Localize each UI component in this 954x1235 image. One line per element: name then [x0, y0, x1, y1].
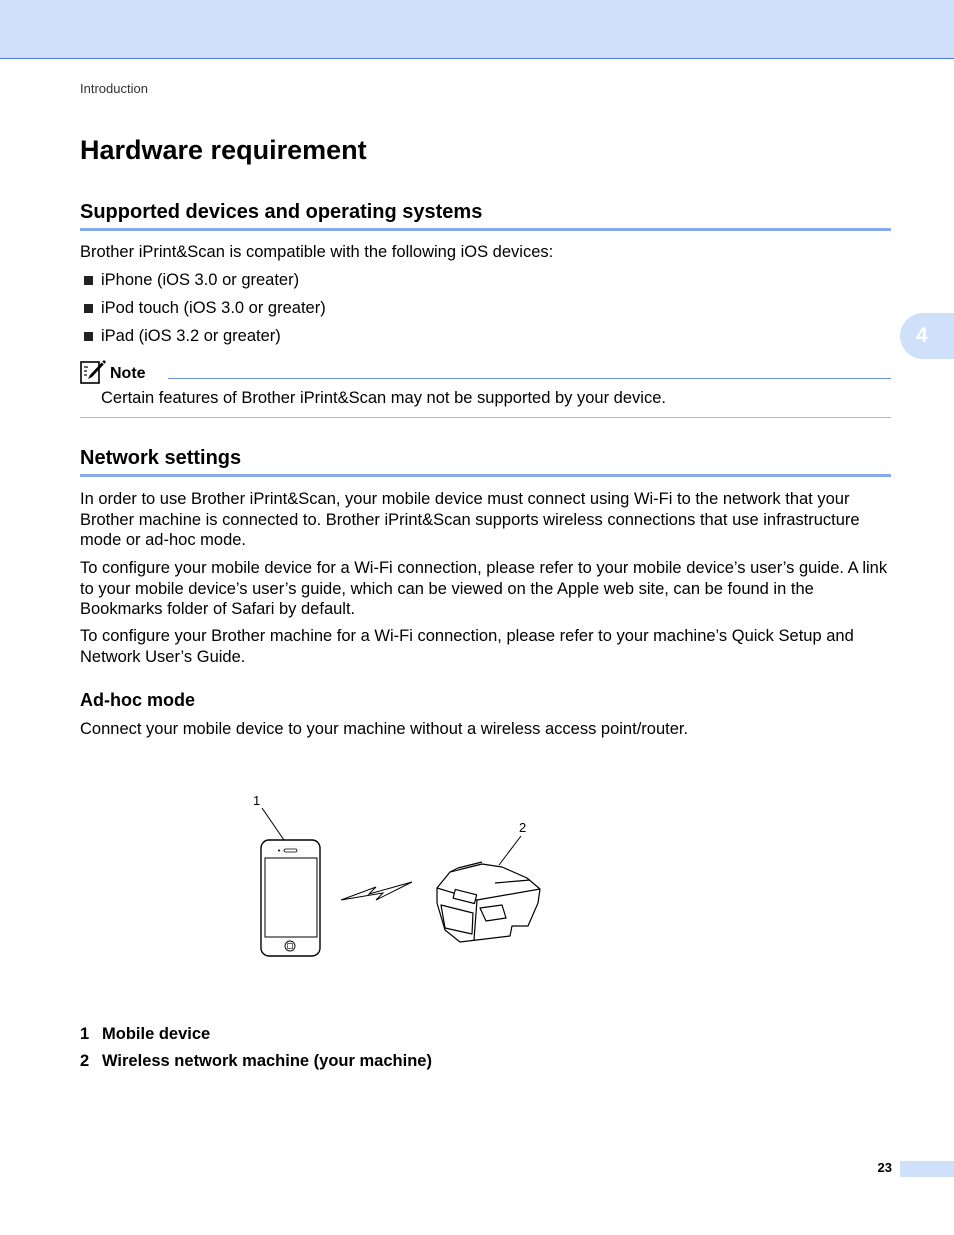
square-bullet-icon — [84, 304, 93, 313]
note-text: Certain features of Brother iPrint&Scan may not be supported by your device. — [101, 389, 666, 407]
supported-intro: Brother iPrint&Scan is compatible with the following iOS devices: — [80, 243, 554, 261]
adhoc-diagram — [240, 788, 560, 968]
list-item: iPod touch (iOS 3.0 or greater) — [84, 298, 326, 326]
wireless-signal-icon — [341, 882, 412, 900]
list-item: iPhone (iOS 3.0 or greater) — [84, 270, 326, 298]
network-paragraph-3: To configure your Brother machine for a Wi-Fi connection, please refer to your machine’s Quick Setup and Network User’s Guide. — [80, 627, 854, 666]
note-divider-top — [168, 378, 891, 379]
legend-item: 2 Wireless network machine (your machine) — [80, 1052, 432, 1070]
header-band — [0, 0, 954, 59]
footer-band — [900, 1161, 954, 1177]
note-pencil-icon — [80, 359, 107, 385]
callout-1-leader — [262, 808, 284, 840]
subsection-heading-adhoc: Ad-hoc mode — [80, 690, 195, 710]
section-heading-network-settings: Network settings — [80, 446, 891, 477]
page-number: 23 — [877, 1160, 892, 1175]
note-divider-bottom — [80, 417, 891, 418]
callout-2-leader — [499, 836, 521, 865]
note-label: Note — [110, 365, 146, 382]
network-paragraph-1: In order to use Brother iPrint&Scan, your mobile device must connect using Wi-Fi to the network that your Brother machine is connected to. Brother iPrint&Scan supports wireless connections that use infrastructure mode or ad-hoc mode. — [80, 490, 860, 549]
square-bullet-icon — [84, 276, 93, 285]
callout-1: 1 — [253, 793, 261, 808]
running-head: Introduction — [80, 81, 148, 96]
device-list — [84, 270, 326, 354]
chapter-tab[interactable]: 4 — [900, 313, 954, 359]
page-title: Hardware requirement — [80, 135, 367, 165]
mobile-device-icon — [261, 840, 320, 956]
network-paragraph-2: To configure your mobile device for a Wi-Fi connection, please refer to your mobile device’s user’s guide. A link to your mobile device’s user’s guide, which can be viewed on the Apple web site, can be found in the Bookmarks folder of Safari by default. — [80, 559, 888, 618]
square-bullet-icon — [84, 332, 93, 341]
callout-2: 2 — [519, 820, 527, 835]
figure-legend — [80, 1024, 432, 1078]
list-item: iPad (iOS 3.2 or greater) — [84, 326, 326, 354]
section-heading-supported-devices: Supported devices and operating systems — [80, 200, 891, 231]
wireless-machine-icon — [437, 862, 540, 942]
legend-item: 1 Mobile device — [80, 1025, 211, 1043]
adhoc-text: Connect your mobile device to your machine without a wireless access point/router. — [80, 720, 689, 738]
